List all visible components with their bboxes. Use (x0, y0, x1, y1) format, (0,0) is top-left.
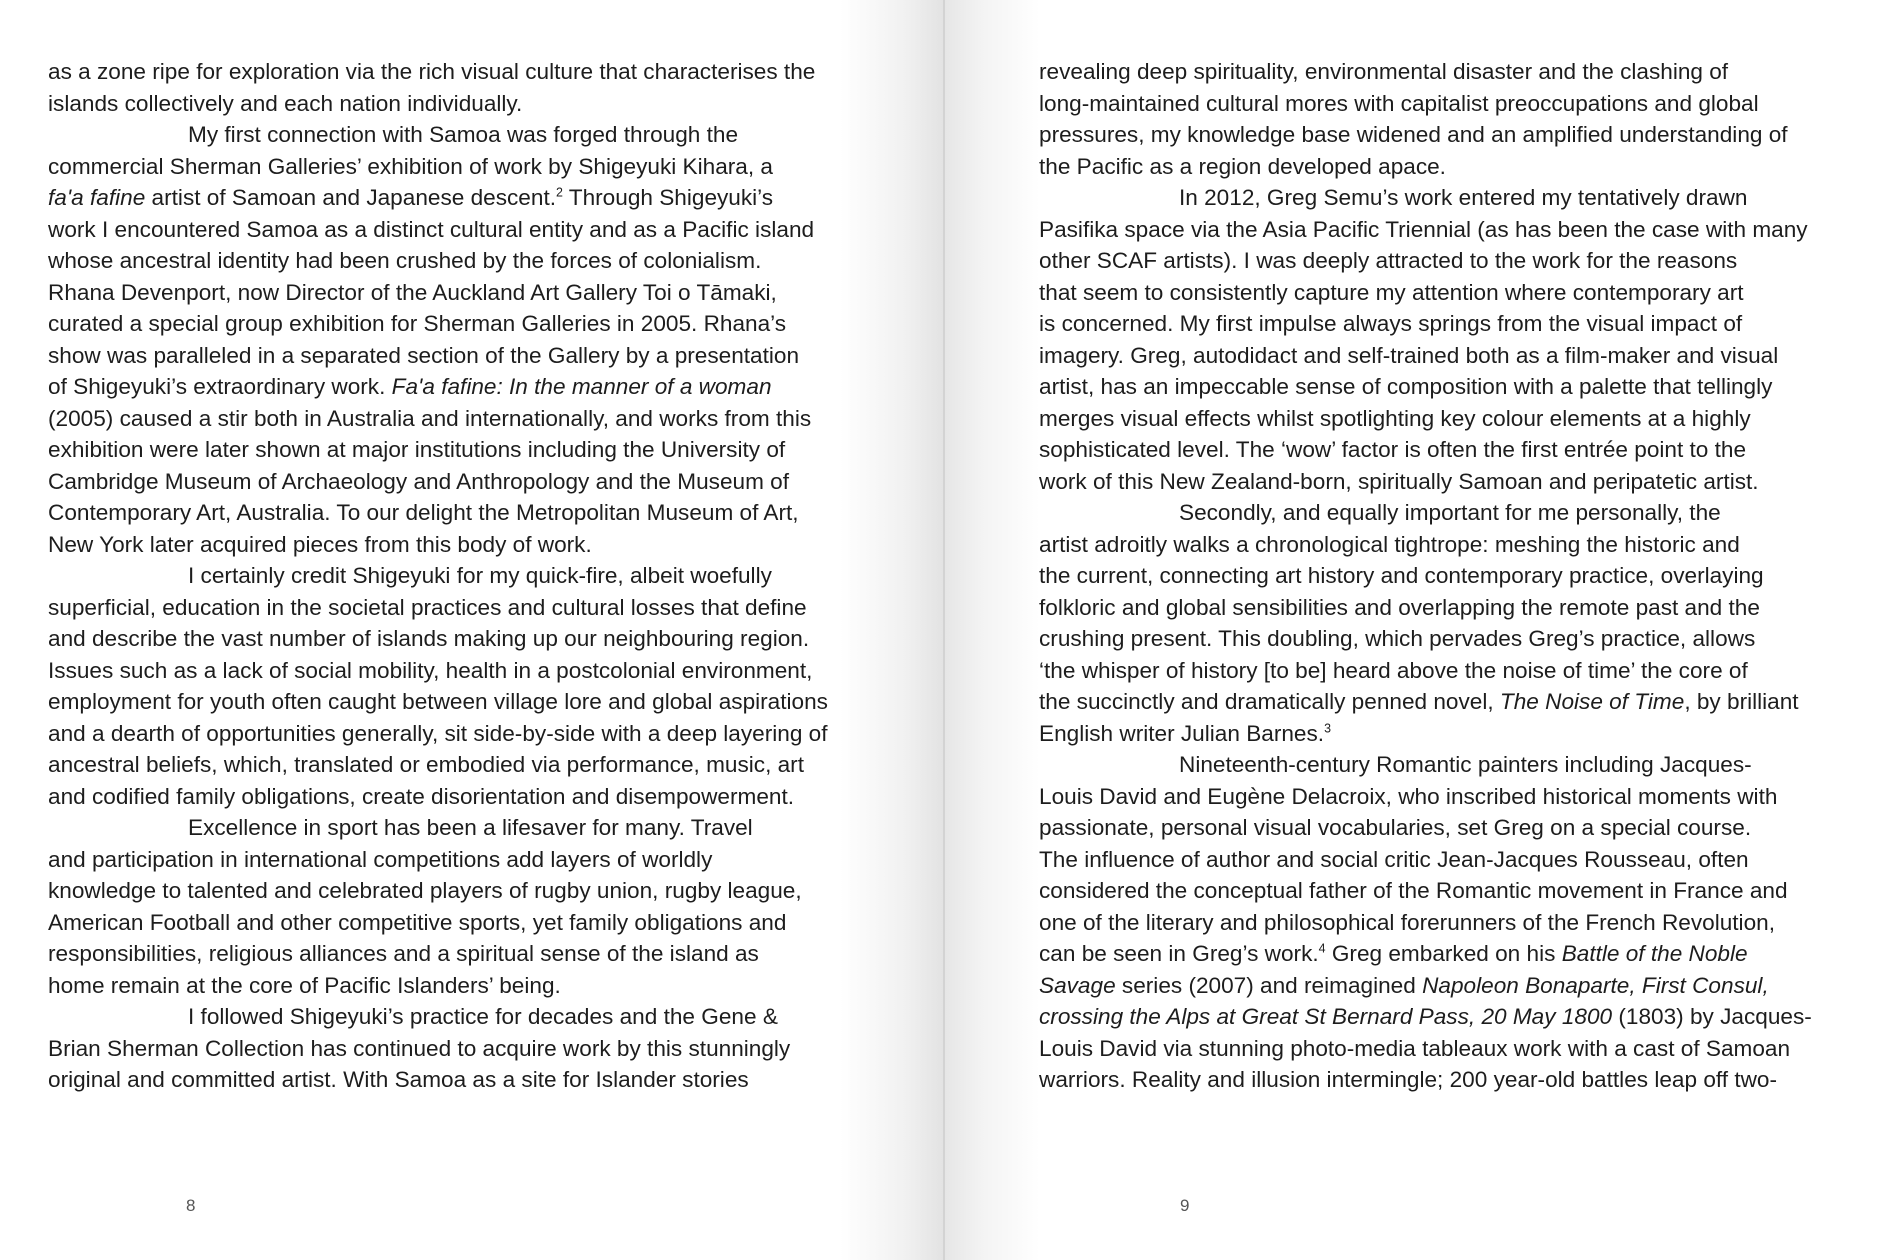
text-line: work I encountered Samoa as a distinct cultural entity and as a Pacific island (48, 216, 815, 242)
text-run: the succinctly and dramatically penned novel, (1039, 689, 1500, 714)
text-line: Rhana Devenport, now Director of the Auckland Art Gallery Toi o Tāmaki, (48, 279, 777, 305)
text-line: home remain at the core of Pacific Islanders’ being. (48, 972, 561, 998)
text-line (48, 371, 858, 403)
text-run: (1803) by Jacques- (1612, 1004, 1812, 1029)
text-line: whose ancestral identity had been crushed by the forces of colonialism. (48, 248, 762, 273)
text-line: Cambridge Museum of Archaeology and Anthropology and the Museum of (48, 468, 790, 494)
text-run: , by brilliant (1684, 689, 1799, 714)
text-line: the current, connecting art history and contemporary practice, overlaying (1039, 563, 1764, 588)
text-line: other SCAF artists). I was deeply attracted to the work for the reasons (1039, 248, 1738, 273)
text-line: islands collectively and each nation individually. (48, 90, 523, 116)
text-line: knowledge to talented and celebrated players of rugby union, rugby league, (48, 878, 802, 903)
right-page-body-text (1039, 56, 1839, 1096)
footnote-marker: 4 (1318, 941, 1326, 956)
text-line: as a zone ripe for exploration via the rich visual culture that characterises the (48, 59, 816, 84)
text-line: folkloric and global sensibilities and overlapping the remote past and the (1039, 594, 1760, 620)
text-line: and describe the vast number of islands making up our neighbouring region. (48, 626, 810, 651)
italic-title: Battle of the Noble (1561, 941, 1748, 966)
text-line: ‘the whisper of history [to be] heard above the noise of time’ the core of (1039, 657, 1748, 683)
text-run: English writer Julian Barnes. (1039, 720, 1325, 746)
italic-title: The Noise of Time (1499, 689, 1685, 714)
text-line: is concerned. My first impulse always springs from the visual impact of (1039, 311, 1743, 336)
text-line: exhibition were later shown at major institutions including the University of (48, 437, 786, 462)
italic-title: Napoleon Bonaparte, First Consul, (1422, 972, 1769, 998)
text-line: imagery. Greg, autodidact and self-trained both as a film-maker and visual (1039, 342, 1779, 368)
text-line: Nineteenth-century Romantic painters including Jacques- (1179, 752, 1752, 777)
text-line: and codified family obligations, create disorientation and disempowerment. (48, 783, 795, 809)
text-line (1039, 686, 1839, 718)
text-line: original and committed artist. With Samoa as a site for Islander stories (48, 1067, 749, 1092)
text-line: (2005) caused a stir both in Australia and internationally, and works from this (48, 405, 812, 431)
text-line: show was paralleled in a separated section of the Gallery by a presentation (48, 342, 800, 368)
text-line: Brian Sherman Collection has continued to acquire work by this stunningly (48, 1035, 791, 1061)
text-line (1039, 970, 1839, 1002)
text-line: Contemporary Art, Australia. To our delight the Metropolitan Museum of Art, (48, 500, 799, 525)
text-line: My first connection with Samoa was forged through the (188, 122, 739, 147)
text-line (1039, 718, 1839, 750)
text-line: sophisticated level. The ‘wow’ factor is often the first entrée point to the (1039, 437, 1747, 462)
text-line: Secondly, and equally important for me personally, the (1179, 500, 1721, 525)
text-line: The influence of author and social critic Jean-Jacques Rousseau, often (1039, 846, 1749, 872)
text-line: In 2012, Greg Semu’s work entered my tentatively drawn (1179, 185, 1748, 210)
text-line: long-maintained cultural mores with capitalist preoccupations and global (1039, 90, 1759, 116)
text-line: American Football and other competitive sports, yet family obligations and (48, 909, 787, 935)
text-line: curated a special group exhibition for Sherman Galleries in 2005. Rhana’s (48, 311, 787, 336)
text-line: warriors. Reality and illusion intermingle; 200 year-old battles leap off two- (1039, 1067, 1778, 1092)
italic-title: Savage (1039, 972, 1116, 998)
text-line (48, 182, 858, 214)
text-line: that seem to consistently capture my attention where contemporary art (1039, 279, 1744, 305)
text-run: Greg embarked on his (1325, 941, 1562, 966)
text-line: ancestral beliefs, which, translated or embodied via performance, music, art (48, 752, 804, 777)
text-line: and participation in international competitions add layers of worldly (48, 846, 713, 872)
text-line (1039, 938, 1839, 970)
italic-title: crossing the Alps at Great St Bernard Pass, 20 May 1800 (1039, 1004, 1613, 1029)
text-line: superficial, education in the societal practices and cultural losses that define (48, 594, 807, 620)
text-line: New York later acquired pieces from this body of work. (48, 531, 592, 557)
text-line: artist, has an impeccable sense of composition with a palette that tellingly (1039, 374, 1773, 399)
text-line: considered the conceptual father of the Romantic movement in France and (1039, 878, 1788, 903)
text-line: crushing present. This doubling, which pervades Greg’s practice, allows (1039, 626, 1756, 651)
text-line: commercial Sherman Galleries’ exhibition of work by Shigeyuki Kihara, a (48, 153, 773, 179)
italic-title: Fa'a fafine: In the manner of a woman (391, 374, 772, 399)
text-line: merges visual effects whilst spotlighting key colour elements at a highly (1039, 405, 1751, 431)
text-line: Louis David via stunning photo-media tableaux work with a cast of Samoan (1039, 1035, 1791, 1061)
right-page (945, 0, 1890, 1260)
left-page-body-text (48, 56, 858, 1096)
right-page-number: 9 (1180, 1196, 1190, 1215)
left-page-number: 8 (186, 1196, 196, 1215)
text-line: passionate, personal visual vocabularies, set Greg on a special course. (1039, 815, 1752, 840)
footnote-marker: 3 (1324, 720, 1331, 735)
text-line: employment for youth often caught between village lore and global aspirations (48, 689, 828, 714)
text-line: Pasifika space via the Asia Pacific Triennial (as has been the case with many (1039, 216, 1808, 242)
text-line: one of the literary and philosophical forerunners of the French Revolution, (1039, 909, 1775, 935)
text-line: I followed Shigeyuki’s practice for decades and the Gene & (188, 1004, 778, 1029)
text-line: Excellence in sport has been a lifesaver for many. Travel (188, 815, 753, 840)
text-run: artist of Samoan and Japanese descent. (145, 185, 556, 210)
text-run: Through Shigeyuki’s (562, 185, 774, 210)
text-line (1039, 1001, 1839, 1033)
footnote-marker: 2 (556, 185, 563, 200)
text-run: of Shigeyuki’s extraordinary work. (48, 374, 392, 399)
text-line: I certainly credit Shigeyuki for my quick-fire, albeit woefully (188, 563, 772, 588)
text-line: and a dearth of opportunities generally, sit side-by-side with a deep layering of (48, 720, 828, 746)
text-run: series (2007) and reimagined (1115, 972, 1423, 998)
text-line: responsibilities, religious alliances and a spiritual sense of the island as (48, 941, 759, 966)
text-line: Issues such as a lack of social mobility, health in a postcolonial environment, (48, 657, 813, 683)
text-line: revealing deep spirituality, environmental disaster and the clashing of (1039, 59, 1729, 84)
text-line: pressures, my knowledge base widened and an amplified understanding of (1039, 122, 1788, 147)
text-line: artist adroitly walks a chronological tightrope: meshing the historic and (1039, 531, 1740, 557)
text-line: work of this New Zealand-born, spiritually Samoan and peripatetic artist. (1039, 468, 1759, 494)
text-line: the Pacific as a region developed apace. (1039, 153, 1446, 179)
text-run: can be seen in Greg’s work. (1039, 941, 1319, 966)
italic-title: fa'a fafine (48, 185, 146, 210)
text-line: Louis David and Eugène Delacroix, who inscribed historical moments with (1039, 783, 1778, 809)
